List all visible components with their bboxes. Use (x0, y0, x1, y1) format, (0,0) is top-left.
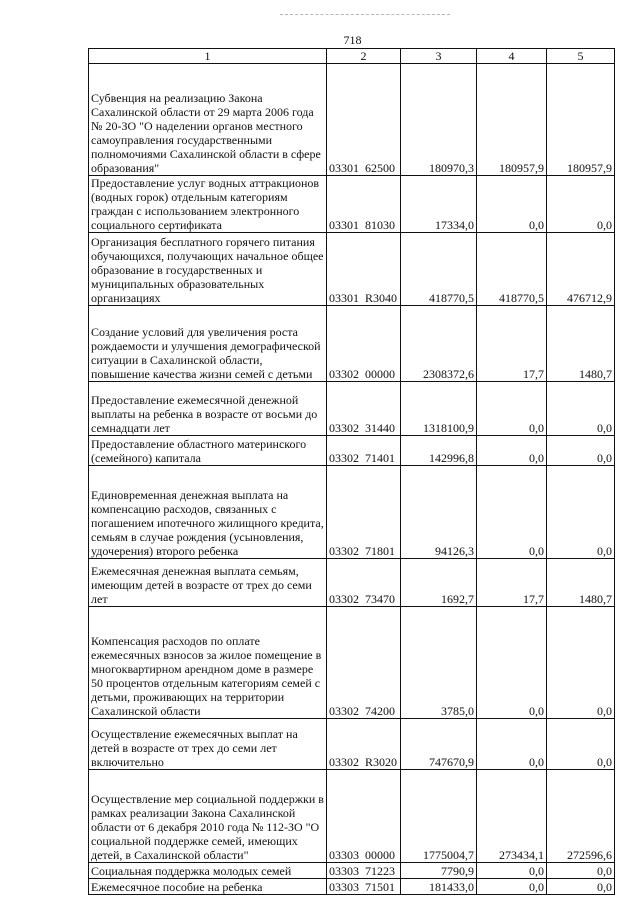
table-row (89, 863, 615, 879)
scan-artifact (280, 14, 450, 21)
row-value-col5: 0,0 (547, 382, 615, 436)
row-code: 03303 71223 (327, 863, 401, 879)
row-value-col4: 0,0 (477, 436, 547, 466)
row-value-col3: 1318100,9 (401, 382, 477, 436)
table-row (89, 436, 615, 466)
row-value-col5: 0,0 (547, 863, 615, 879)
row-value-col5: 180957,9 (547, 64, 615, 176)
row-value-col3: 1775004,7 (401, 770, 477, 863)
row-code: 03301 R3040 (327, 233, 401, 306)
table-row (89, 770, 615, 863)
row-code: 03302 71401 (327, 436, 401, 466)
row-name: Предоставление областного материнского (семейного) капитала (89, 436, 327, 466)
page-number: 718 (343, 33, 362, 47)
row-code: 03302 71801 (327, 466, 401, 559)
table-row (89, 233, 615, 306)
header-col-2: 2 (327, 49, 401, 64)
row-value-col5: 272596,6 (547, 770, 615, 863)
row-value-col3: 1692,7 (401, 559, 477, 607)
row-code: 03301 62500 (327, 64, 401, 176)
table-row (89, 879, 615, 895)
row-value-col4: 273434,1 (477, 770, 547, 863)
table-row (89, 607, 615, 719)
row-name: Единовременная денежная выплата на компенсацию расходов, связанных с погашением ипотечного жилищного кредита, семьям в случае рождения (усыновления, удочерения) второго ребенка (89, 466, 327, 559)
header-col-5: 5 (547, 49, 615, 64)
row-value-col5: 476712,9 (547, 233, 615, 306)
row-value-col4: 0,0 (477, 382, 547, 436)
row-value-col3: 180970,3 (401, 64, 477, 176)
row-value-col4: 180957,9 (477, 64, 547, 176)
header-col-1: 1 (89, 49, 327, 64)
row-code: 03302 00000 (327, 306, 401, 382)
row-value-col5: 0,0 (547, 436, 615, 466)
row-value-col5: 1480,7 (547, 306, 615, 382)
table-row (89, 719, 615, 770)
table-row (89, 176, 615, 233)
table-row (89, 559, 615, 607)
row-value-col4: 17,7 (477, 306, 547, 382)
row-value-col5: 0,0 (547, 176, 615, 233)
row-value-col5: 0,0 (547, 719, 615, 770)
row-value-col5: 0,0 (547, 466, 615, 559)
row-name: Предоставление услуг водных аттракционов (водных горок) отдельным категориям граждан с использованием электронного социального сертификата (89, 176, 327, 233)
row-value-col4: 0,0 (477, 607, 547, 719)
row-name: Создание условий для увеличения роста рождаемости и улучшения демографической ситуации в Сахалинской области, повышение качества жизни семей с детьми (89, 306, 327, 382)
row-code: 03302 74200 (327, 607, 401, 719)
table-row (89, 64, 615, 176)
row-value-col5: 0,0 (547, 879, 615, 895)
row-code: 03303 71501 (327, 879, 401, 895)
row-value-col4: 0,0 (477, 863, 547, 879)
row-value-col3: 181433,0 (401, 879, 477, 895)
budget-table-body (89, 49, 615, 895)
header-col-3: 3 (401, 49, 477, 64)
row-value-col3: 7790,9 (401, 863, 477, 879)
row-value-col4: 418770,5 (477, 233, 547, 306)
row-value-col3: 142996,8 (401, 436, 477, 466)
table-row (89, 466, 615, 559)
row-name: Предоставление ежемесячной денежной выплаты на ребенка в возрасте от восьми до семнадцати лет (89, 382, 327, 436)
budget-table (88, 48, 615, 895)
row-value-col3: 3785,0 (401, 607, 477, 719)
row-value-col4: 0,0 (477, 719, 547, 770)
row-name: Ежемесячное пособие на ребенка (89, 879, 327, 895)
row-code: 03302 R3020 (327, 719, 401, 770)
row-code: 03303 00000 (327, 770, 401, 863)
row-name: Осуществление мер социальной поддержки в рамках реализации Закона Сахалинской области от 6 декабря 2010 года № 112-ЗО "О социальной поддержке семей, имеющих детей, в Сахалинской области" (89, 770, 327, 863)
table-row (89, 306, 615, 382)
row-value-col3: 418770,5 (401, 233, 477, 306)
table-row (89, 382, 615, 436)
row-code: 03302 73470 (327, 559, 401, 607)
row-value-col3: 747670,9 (401, 719, 477, 770)
row-value-col3: 94126,3 (401, 466, 477, 559)
row-value-col4: 0,0 (477, 879, 547, 895)
header-row (89, 49, 615, 64)
row-name: Ежемесячная денежная выплата семьям, имеющим детей в возрасте от трех до семи лет (89, 559, 327, 607)
row-value-col4: 17,7 (477, 559, 547, 607)
row-name: Организация бесплатного горячего питания обучающихся, получающих начальное общее образование в государственных и муниципальных образовательных организациях (89, 233, 327, 306)
row-name: Осуществление ежемесячных выплат на детей в возрасте от трех до семи лет включительно (89, 719, 327, 770)
row-code: 03301 81030 (327, 176, 401, 233)
row-value-col4: 0,0 (477, 176, 547, 233)
header-col-4: 4 (477, 49, 547, 64)
row-value-col3: 17334,0 (401, 176, 477, 233)
row-code: 03302 31440 (327, 382, 401, 436)
row-name: Компенсация расходов по оплате ежемесячных взносов за жилое помещение в многоквартирном арендном доме в размере 50 процентов отдельным категориям семей с детьми, проживающих на территории Сахалинской области (89, 607, 327, 719)
row-value-col3: 2308372,6 (401, 306, 477, 382)
row-value-col5: 1480,7 (547, 559, 615, 607)
row-value-col5: 0,0 (547, 607, 615, 719)
row-name: Субвенция на реализацию Закона Сахалинской области от 29 марта 2006 года № 20-ЗО "О наделении органов местного самоуправления государственными полномочиями Сахалинской области в сфере образования" (89, 64, 327, 176)
row-name: Социальная поддержка молодых семей (89, 863, 327, 879)
row-value-col4: 0,0 (477, 466, 547, 559)
